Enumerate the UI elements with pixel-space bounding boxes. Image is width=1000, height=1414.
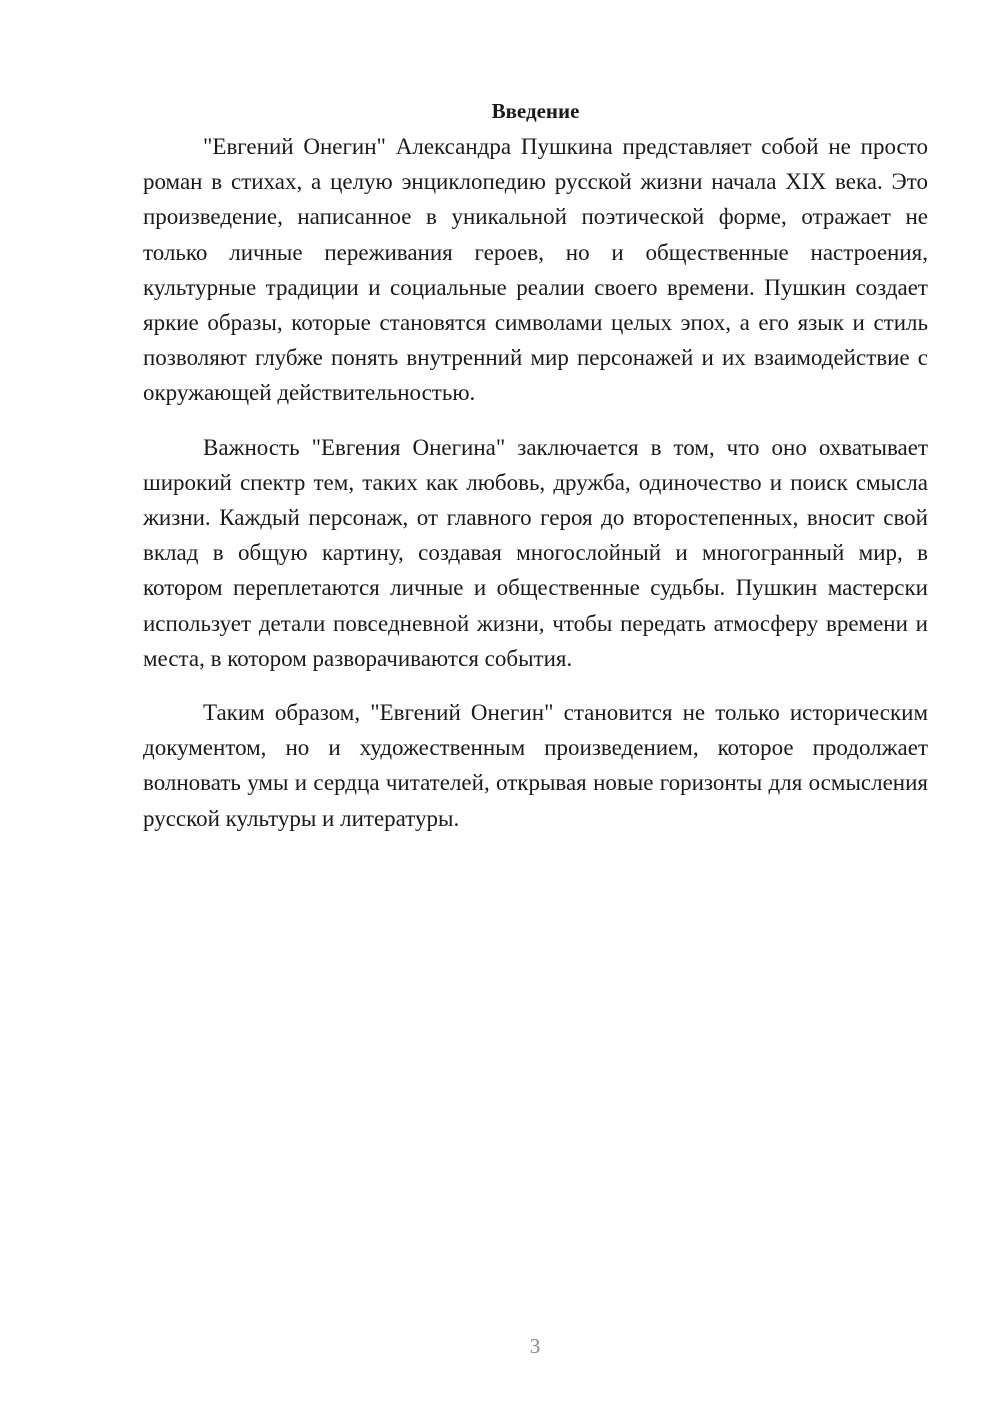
page-content — [143, 93, 928, 855]
paragraph-2: Важность "Евгения Онегина" заключается в том, что оно охватывает широкий спектр тем, таких как любовь, дружба, одиночество и поиск смысла жизни. Каждый персонаж, от главного героя до второстепенных, вносит свой вклад в общую картину, создавая многослойный и многогранный мир, в котором переплетаются личные и общественные судьбы. Пушкин мастерски использует детали повседневной жизни, чтобы передать атмосферу времени и места, в котором разворачиваются события. — [143, 434, 928, 671]
paragraph-3: Таким образом, "Евгений Онегин" становится не только историческим документом, но и художественным произведением, которое продолжает волновать умы и сердца читателей, открывая новые горизонты для осмысления русской культуры и литературы. — [143, 700, 928, 831]
section-heading: Введение — [491, 99, 580, 123]
paragraph-1: "Евгений Онегин" Александра Пушкина представляет собой не просто роман в стихах, а целую энциклопедию русской жизни начала XIX века. Это произведение, написанное в уникальной поэтической форме, отражает не только личные переживания героев, но и общественные настроения, культурные традиции и социальные реалии своего времени. Пушкин создает яркие образы, которые становятся символами целых эпох, а его язык и стиль позволяют глубже понять внутренний мир персонажей и их взаимодействие с окружающей действительностью. — [143, 134, 928, 406]
page-number: 3 — [529, 1334, 541, 1358]
